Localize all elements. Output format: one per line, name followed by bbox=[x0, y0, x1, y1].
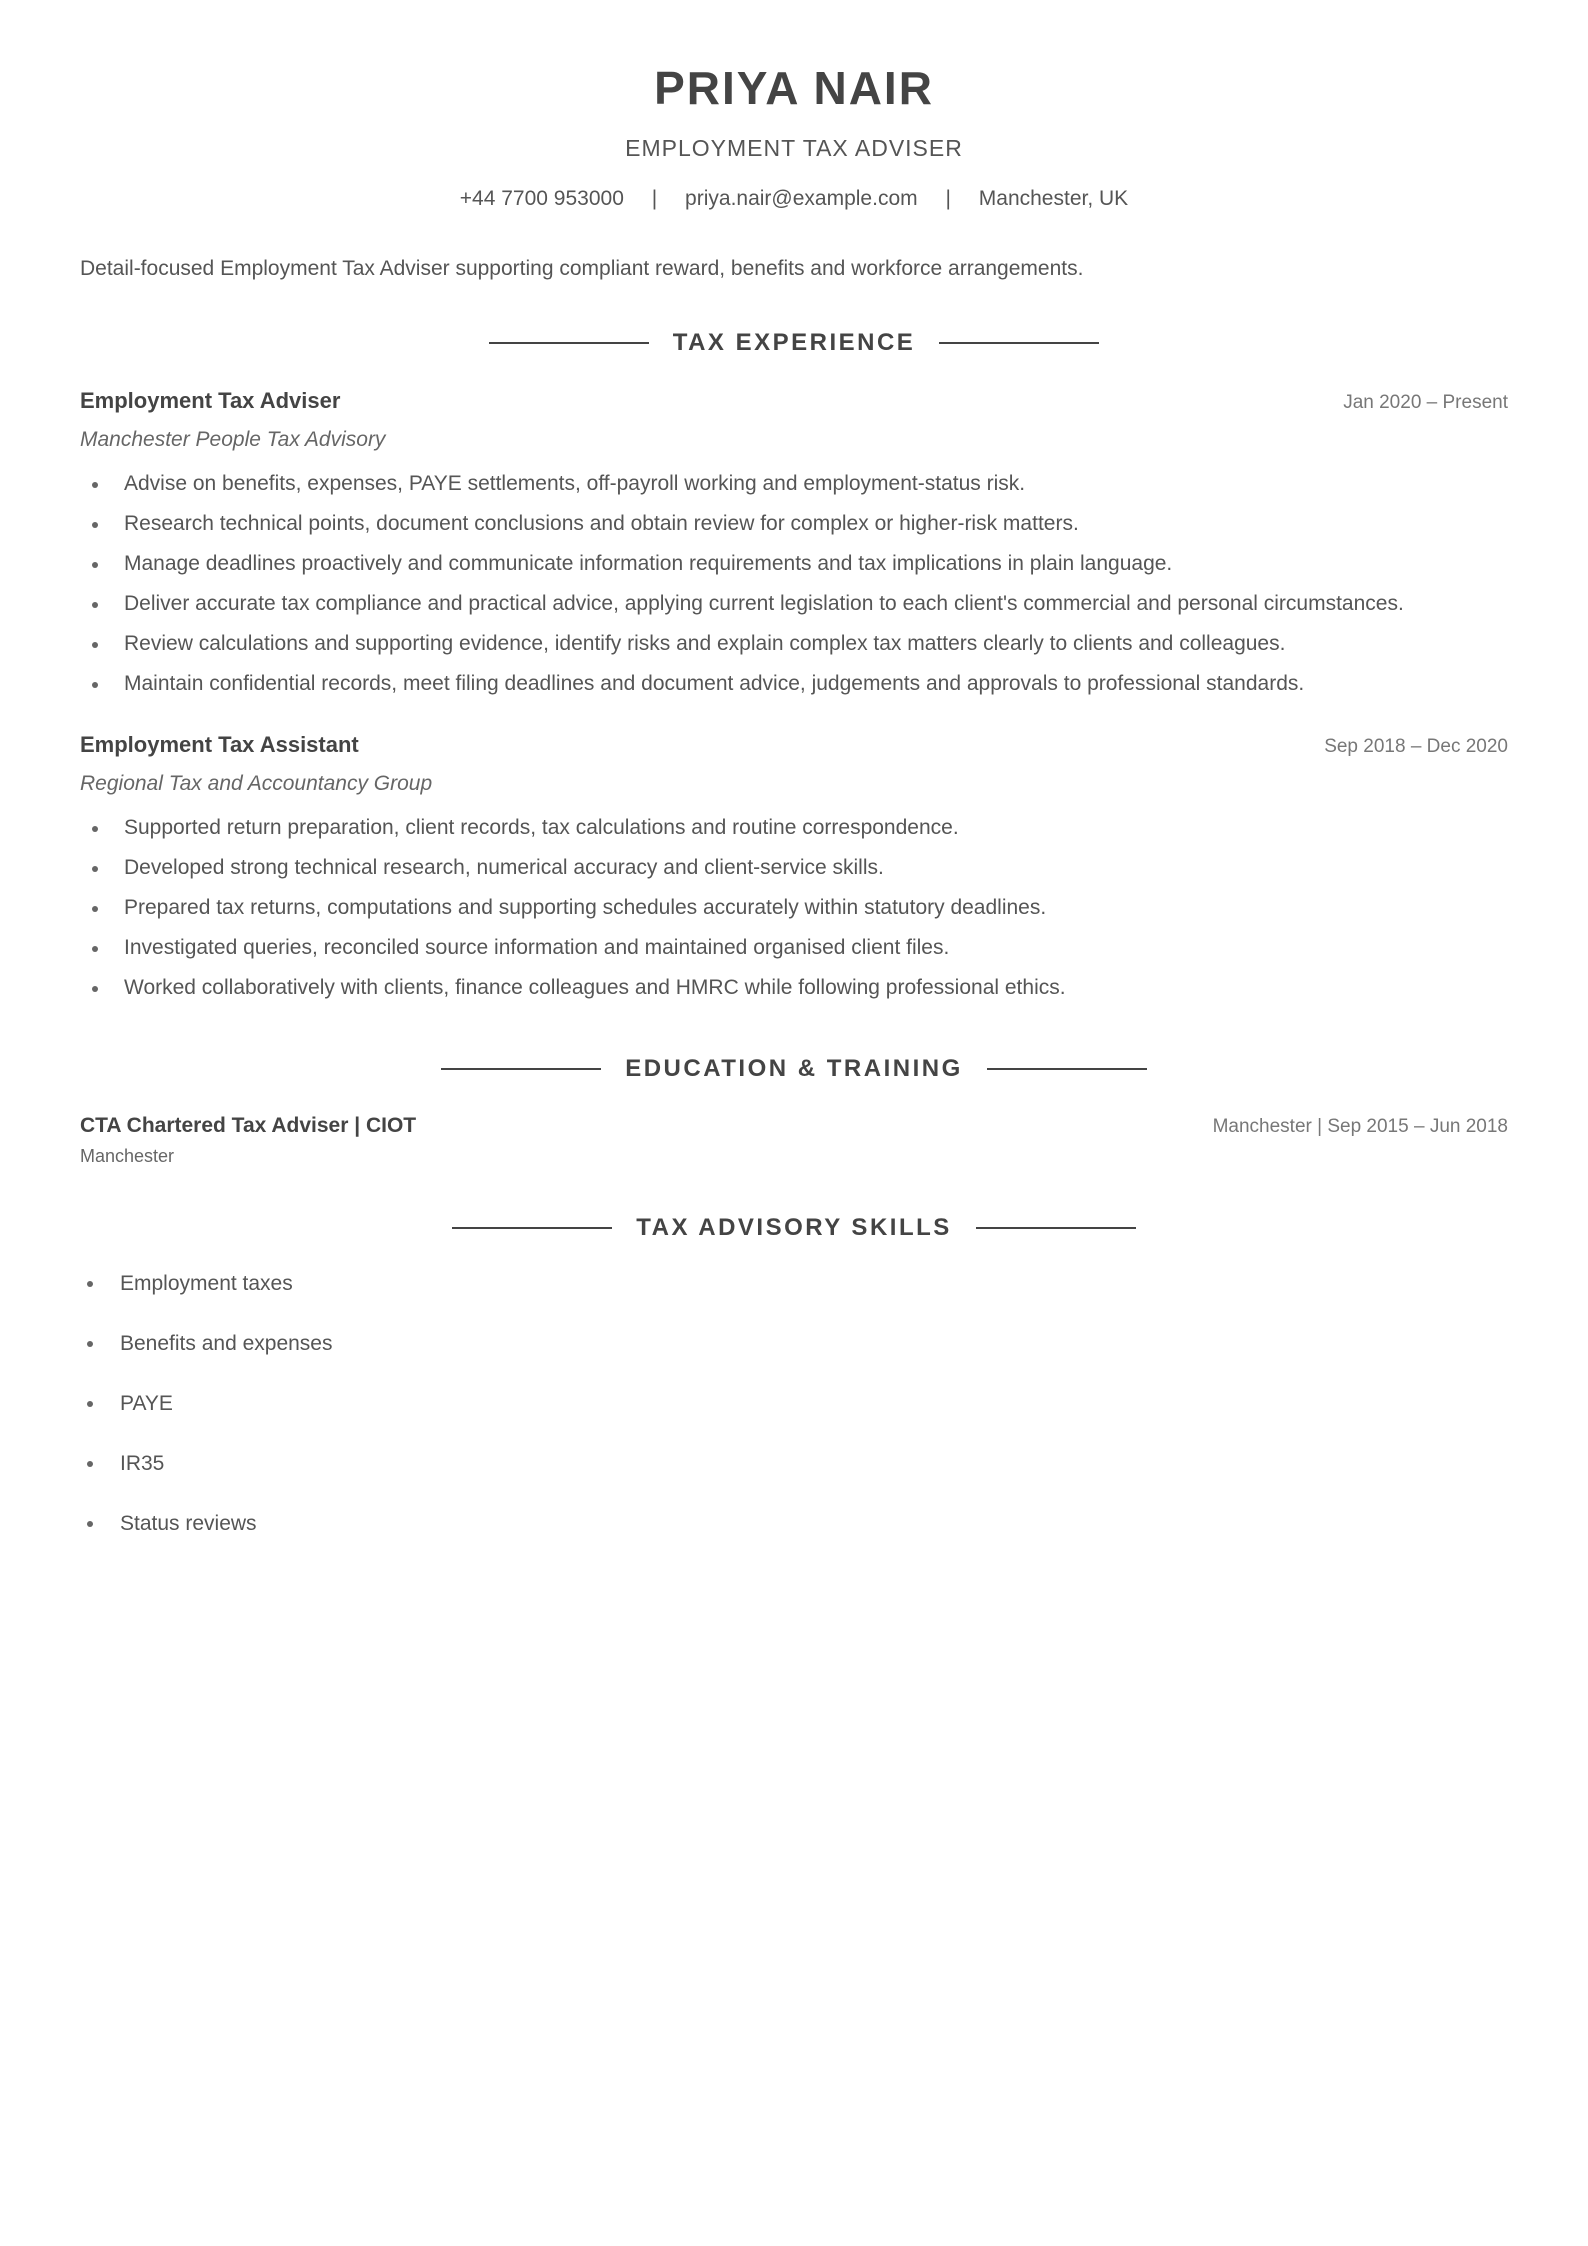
education-header bbox=[80, 1114, 1508, 1138]
job-dates: Jan 2020 – Present bbox=[1343, 392, 1508, 413]
job-bullet: Worked collaboratively with clients, finance colleagues and HMRC while following professional ethics. bbox=[124, 968, 1508, 1008]
job-bullet: Maintain confidential records, meet filing deadlines and document advice, judgements and approvals to professional standards. bbox=[124, 664, 1508, 704]
section-title: TAX EXPERIENCE bbox=[672, 329, 916, 356]
section-title: TAX ADVISORY SKILLS bbox=[636, 1214, 952, 1241]
job-bullet: Research technical points, document conclusions and obtain review for complex or higher-risk matters. bbox=[124, 504, 1508, 544]
job-dates: Sep 2018 – Dec 2020 bbox=[1324, 736, 1508, 757]
job-company: Manchester People Tax Advisory bbox=[80, 428, 386, 451]
job-bullets bbox=[80, 464, 1508, 704]
contact-line bbox=[80, 186, 1508, 212]
heading-rule-right bbox=[939, 342, 1099, 344]
job-header bbox=[80, 732, 1508, 758]
candidate-name: PRIYA NAIR bbox=[654, 62, 934, 114]
heading-rule-left bbox=[452, 1227, 612, 1229]
skills-section-heading bbox=[80, 1213, 1508, 1243]
skill-item: IR35 bbox=[120, 1451, 1508, 1477]
candidate-title: EMPLOYMENT TAX ADVISER bbox=[625, 135, 963, 161]
job-role: Employment Tax Assistant bbox=[80, 732, 359, 757]
heading-rule-left bbox=[489, 342, 649, 344]
contact-phone: +44 7700 953000 bbox=[459, 187, 624, 210]
resume-header bbox=[80, 0, 1508, 212]
contact-email: priya.nair@example.com bbox=[685, 187, 918, 210]
job-entry bbox=[80, 732, 1508, 1008]
skill-item: Benefits and expenses bbox=[120, 1331, 1508, 1357]
skills-list bbox=[80, 1271, 1508, 1537]
job-company: Regional Tax and Accountancy Group bbox=[80, 772, 433, 795]
contact-separator: | bbox=[651, 187, 658, 210]
education-section-heading bbox=[80, 1054, 1508, 1084]
job-entry bbox=[80, 388, 1508, 704]
skill-item: PAYE bbox=[120, 1391, 1508, 1417]
heading-rule-right bbox=[976, 1227, 1136, 1229]
contact-location: Manchester, UK bbox=[978, 187, 1129, 210]
education-degree: CTA Chartered Tax Adviser | CIOT bbox=[80, 1114, 417, 1137]
job-bullet: Review calculations and supporting evidence, identify risks and explain complex tax matters clearly to clients and colleagues. bbox=[124, 624, 1508, 664]
job-bullet: Investigated queries, reconciled source information and maintained organised client files. bbox=[124, 928, 1508, 968]
skill-item: Status reviews bbox=[120, 1511, 1508, 1537]
section-title: EDUCATION & TRAINING bbox=[625, 1055, 963, 1082]
job-bullet: Supported return preparation, client records, tax calculations and routine correspondence. bbox=[124, 808, 1508, 848]
job-bullet: Developed strong technical research, numerical accuracy and client-service skills. bbox=[124, 848, 1508, 888]
contact-separator: | bbox=[945, 187, 951, 210]
experience-section-heading bbox=[80, 328, 1508, 358]
job-bullet: Manage deadlines proactively and communicate information requirements and tax implications in plain language. bbox=[124, 544, 1508, 584]
heading-rule-right bbox=[987, 1068, 1147, 1070]
heading-rule-left bbox=[441, 1068, 601, 1070]
education-entry bbox=[80, 1114, 1508, 1167]
skill-item: Employment taxes bbox=[120, 1271, 1508, 1297]
job-bullets bbox=[80, 808, 1508, 1008]
education-location: Manchester bbox=[80, 1146, 175, 1166]
job-header bbox=[80, 388, 1508, 414]
job-bullet: Advise on benefits, expenses, PAYE settlements, off-payroll working and employment-status risk. bbox=[124, 464, 1508, 504]
education-meta: Manchester | Sep 2015 – Jun 2018 bbox=[1212, 1116, 1508, 1137]
job-role: Employment Tax Adviser bbox=[80, 388, 341, 413]
profile-summary: Detail-focused Employment Tax Adviser supporting compliant reward, benefits and workforce arrangements. bbox=[80, 257, 1084, 280]
job-bullet: Deliver accurate tax compliance and practical advice, applying current legislation to each client's commercial and personal circumstances. bbox=[124, 584, 1508, 624]
job-bullet: Prepared tax returns, computations and supporting schedules accurately within statutory deadlines. bbox=[124, 888, 1508, 928]
